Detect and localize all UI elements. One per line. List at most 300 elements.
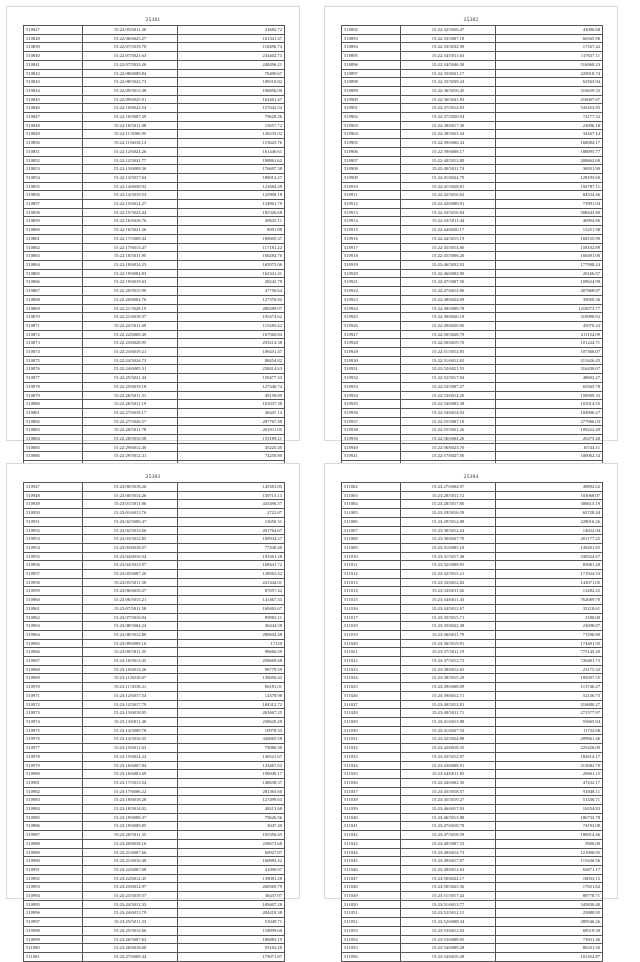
amount-cell: 74250.80	[178, 452, 285, 461]
table-row	[342, 408, 603, 417]
table-row	[342, 426, 603, 435]
amount-cell: 284418.38	[178, 909, 285, 918]
row-id-cell: 510868	[24, 295, 83, 304]
table-row	[24, 918, 285, 927]
page-title: 25381	[145, 17, 161, 23]
amount-cell: 188095.77	[496, 147, 603, 156]
table-row	[342, 918, 603, 927]
time-cell: 15:23:10/6013.26	[83, 665, 178, 674]
time-cell: 15:23:02/5000.47	[83, 517, 178, 526]
row-id-cell: 511002	[342, 483, 401, 492]
time-cell: 15:23:43/6008.91	[401, 761, 496, 770]
row-id-cell: 510873	[24, 339, 83, 348]
row-id-cell: 510912	[342, 200, 401, 209]
table-row	[342, 909, 603, 918]
amount-cell: 186883.19	[178, 935, 285, 944]
amount-cell: 338324.67	[496, 552, 603, 561]
time-cell: 15:23:35/6022.38	[401, 622, 496, 631]
row-id-cell: 510920	[342, 269, 401, 278]
time-cell: 15:23:40/5011.71	[401, 709, 496, 718]
amount-cell: 18033.15	[496, 874, 603, 883]
amount-cell: 195097.55	[496, 674, 603, 683]
row-id-cell: 510982	[24, 787, 83, 796]
row-id-cell: 510965	[24, 639, 83, 648]
table-row	[342, 735, 603, 744]
row-id-cell: 510903	[342, 121, 401, 130]
row-id-cell: 511007	[342, 526, 401, 535]
table-row	[342, 857, 603, 866]
page-title: 25382	[463, 17, 479, 23]
table-row	[24, 578, 285, 587]
time-cell: 15:22:55/5021.26	[401, 426, 496, 435]
amount-cell: 11732.68	[496, 726, 603, 735]
row-id-cell: 510910	[342, 182, 401, 191]
time-cell: 15:22:13/5017.64	[83, 173, 178, 182]
table-row	[342, 200, 603, 209]
time-cell: 15:23:44/6002.30	[401, 778, 496, 787]
row-id-cell: 510855	[24, 182, 83, 191]
time-cell: 15:23:15/6014.22	[83, 752, 178, 761]
row-id-cell: 510914	[342, 217, 401, 226]
table-row	[342, 761, 603, 770]
time-cell: 15:22:28/5016.58	[83, 435, 178, 444]
row-id-cell: 511032	[342, 744, 401, 753]
amount-cell: 60927.87	[178, 848, 285, 857]
table-row	[24, 822, 285, 831]
row-id-cell: 510960	[24, 596, 83, 605]
time-cell: 15:23:21/6010.48	[83, 857, 178, 866]
row-id-cell: 510998	[24, 926, 83, 935]
table-row	[342, 683, 603, 692]
amount-cell: 91848.11	[496, 787, 603, 796]
amount-cell: 48602.27	[496, 374, 603, 383]
time-cell: 15:23:34/5012.67	[401, 604, 496, 613]
row-id-cell: 510909	[342, 173, 401, 182]
table-row	[342, 374, 603, 383]
table-row	[24, 365, 285, 374]
time-cell: 15:22:44/5015.19	[401, 234, 496, 243]
time-cell: 15:23:23/6012.97	[83, 883, 178, 892]
table-row	[24, 509, 285, 518]
time-cell: 15:23:08/5012.80	[83, 630, 178, 639]
row-id-cell: 510851	[24, 147, 83, 156]
amount-cell: 228016.26	[496, 517, 603, 526]
row-id-cell: 510879	[24, 391, 83, 400]
row-id-cell: 511047	[342, 874, 401, 883]
table-row	[342, 848, 603, 857]
table-row	[342, 348, 603, 357]
table-row	[24, 648, 285, 657]
row-id-cell: 510849	[24, 130, 83, 139]
time-cell: 15:23:12/5017.79	[83, 700, 178, 709]
amount-cell: 103068.07	[496, 491, 603, 500]
row-id-cell: 510848	[24, 121, 83, 130]
time-cell: 15:23:22/6012.45	[83, 874, 178, 883]
amount-cell: 79626.56	[178, 813, 285, 822]
table-row	[24, 147, 285, 156]
amount-cell: 169465.67	[178, 604, 285, 613]
amount-cell: 15251.98	[496, 226, 603, 235]
amount-cell: 109222.49	[496, 426, 603, 435]
row-id-cell: 510853	[24, 165, 83, 174]
amount-cell: 115625.76	[178, 139, 285, 148]
time-cell: 15:22:48/6024.09	[401, 295, 496, 304]
time-cell: 15:22:39/6008.17	[401, 147, 496, 156]
time-cell: 15:23:20/5011.35	[83, 831, 178, 840]
time-cell: 15:23:39/6012.71	[401, 691, 496, 700]
table-row	[24, 500, 285, 509]
row-id-cell: 510901	[342, 104, 401, 113]
table-row	[342, 156, 603, 165]
table-row	[24, 717, 285, 726]
amount-cell: 234402.73	[178, 52, 285, 61]
time-cell: 15:23:45/5018.57	[401, 787, 496, 796]
row-id-cell: 511054	[342, 935, 401, 944]
amount-cell: 79628.26	[178, 113, 285, 122]
page-title: 25384	[463, 474, 479, 480]
amount-cell: 177908.24	[496, 260, 603, 269]
table-row	[342, 691, 603, 700]
row-id-cell: 510999	[24, 935, 83, 944]
time-cell: 15:23:52/5012.15	[401, 909, 496, 918]
row-id-cell: 510875	[24, 356, 83, 365]
amount-cell: 313082.70	[496, 761, 603, 770]
amount-cell: 51049.71	[178, 918, 285, 927]
time-cell: 15:22:28/5011.78	[83, 426, 178, 435]
row-id-cell: 510950	[24, 509, 83, 518]
time-cell: 15:22:11/6018.13	[83, 139, 178, 148]
time-cell: 15:22:26/5011.51	[83, 391, 178, 400]
amount-cell: 543453.95	[496, 104, 603, 113]
table-row	[342, 365, 603, 374]
row-id-cell: 510881	[24, 408, 83, 417]
row-id-cell: 511027	[342, 700, 401, 709]
amount-cell: 161446.61	[178, 147, 285, 156]
table-row	[24, 535, 285, 544]
row-id-cell: 511009	[342, 543, 401, 552]
row-id-cell: 511028	[342, 709, 401, 718]
time-cell: 15:22:29/6012.40	[83, 443, 178, 452]
row-id-cell: 510971	[24, 691, 83, 700]
amount-cell: 83681.28	[496, 561, 603, 570]
row-id-cell: 511010	[342, 552, 401, 561]
amount-cell: 105356.45	[178, 831, 285, 840]
time-cell: 15:22:42/5016.62	[401, 191, 496, 200]
row-id-cell: 510900	[342, 95, 401, 104]
time-cell: 15:23:31/6005.18	[401, 543, 496, 552]
row-id-cell: 511012	[342, 570, 401, 579]
amount-cell: 184312.72	[178, 700, 285, 709]
row-id-cell: 510956	[24, 561, 83, 570]
time-cell: 15:23:41/6027.33	[401, 726, 496, 735]
table-row	[342, 313, 603, 322]
time-cell: 15:22:52/5017.84	[401, 374, 496, 383]
time-cell: 15:22:33/5007.18	[401, 34, 496, 43]
time-cell: 15:22:37/5014.83	[401, 104, 496, 113]
amount-cell: 261911.05	[178, 426, 285, 435]
table-row	[24, 200, 285, 209]
table-row	[24, 883, 285, 892]
row-id-cell: 510932	[342, 374, 401, 383]
row-id-cell: 511017	[342, 613, 401, 622]
table-row	[342, 604, 603, 613]
time-cell: 15:22:46/5032.92	[401, 260, 496, 269]
table-row	[24, 95, 285, 104]
amount-cell: 143071.05	[496, 578, 603, 587]
amount-cell: 345830.40	[496, 900, 603, 909]
table-row	[342, 165, 603, 174]
table-row	[342, 113, 603, 122]
time-cell: 15:22:27/5026.57	[83, 417, 178, 426]
amount-cell: 51436.71	[496, 796, 603, 805]
time-cell: 15:23:01/5011.86	[83, 500, 178, 509]
time-cell: 15:22:10/5011.08	[83, 121, 178, 130]
time-cell: 15:23:17/6006.22	[83, 787, 178, 796]
time-cell: 15:23:11/5018.21	[83, 683, 178, 692]
time-cell: 15:23:16/6007.84	[83, 761, 178, 770]
time-cell: 15:22:25/6019.18	[83, 382, 178, 391]
table-row	[24, 726, 285, 735]
amount-cell: 186914.46	[496, 831, 603, 840]
table-row	[342, 173, 603, 182]
amount-cell: 263467.25	[178, 709, 285, 718]
table-row	[342, 182, 603, 191]
amount-cell: 1218573.77	[496, 304, 603, 313]
table-row	[24, 34, 285, 43]
amount-cell: 209961.46	[496, 735, 603, 744]
table-row	[24, 517, 285, 526]
amount-cell: 150713.13	[178, 491, 285, 500]
table-row	[24, 243, 285, 252]
time-cell: 15:23:28/5011.72	[401, 491, 496, 500]
amount-cell: 150477.33	[178, 374, 285, 383]
table-row	[342, 391, 603, 400]
table-row	[342, 839, 603, 848]
amount-cell: 121684.29	[178, 182, 285, 191]
table-row	[342, 665, 603, 674]
table-row	[342, 926, 603, 935]
amount-cell: 127346.74	[178, 382, 285, 391]
table-row	[24, 770, 285, 779]
time-cell: 15:23:06/6010.27	[83, 587, 178, 596]
time-cell: 15:22:51/5014.85	[401, 348, 496, 357]
time-cell: 15:23:51/6013.77	[401, 900, 496, 909]
table-row	[24, 857, 285, 866]
table-row	[342, 805, 603, 814]
amount-cell: 121696.95	[496, 848, 603, 857]
table-row	[24, 491, 285, 500]
table-row	[24, 26, 285, 35]
row-id-cell: 510938	[342, 426, 401, 435]
amount-cell: 216880.27	[496, 700, 603, 709]
time-cell: 15:23:29/5012.88	[401, 517, 496, 526]
table-row	[24, 552, 285, 561]
table-row	[342, 543, 603, 552]
amount-cell: 182614.17	[496, 752, 603, 761]
row-id-cell: 510979	[24, 761, 83, 770]
time-cell: 15:22:19/6004.83	[83, 269, 178, 278]
row-id-cell: 511042	[342, 831, 401, 840]
time-cell: 15:22:35/5039.24	[401, 78, 496, 87]
time-cell: 15:22:21/5028.19	[83, 304, 178, 313]
table-row	[24, 874, 285, 883]
time-cell: 15:22:18/6014.23	[83, 260, 178, 269]
page-1	[6, 6, 300, 459]
amount-cell: 115436.56	[496, 857, 603, 866]
row-id-cell: 510995	[24, 900, 83, 909]
row-id-cell: 510953	[24, 535, 83, 544]
row-id-cell: 511022	[342, 657, 401, 666]
amount-cell: 126535.02	[178, 130, 285, 139]
table-row	[24, 752, 285, 761]
time-cell: 15:23:48/6014.73	[401, 848, 496, 857]
table-row	[24, 665, 285, 674]
time-cell: 15:23:33/6012.82	[401, 578, 496, 587]
time-cell: 15:22:41/6024.79	[401, 173, 496, 182]
table-row	[24, 43, 285, 52]
table-row	[24, 813, 285, 822]
time-cell: 15:22:14/5019.53	[83, 191, 178, 200]
table-row	[342, 674, 603, 683]
amount-cell: 186733.78	[496, 813, 603, 822]
table-row	[24, 909, 285, 918]
row-id-cell: 511018	[342, 622, 401, 631]
table-row	[24, 944, 285, 953]
row-id-cell: 510952	[24, 526, 83, 535]
amount-cell: 162341.41	[178, 269, 285, 278]
table-row	[342, 883, 603, 892]
amount-cell: 46904.86	[496, 217, 603, 226]
table-row	[342, 596, 603, 605]
row-id-cell: 510978	[24, 752, 83, 761]
amount-cell: 100062.34	[496, 452, 603, 461]
table-row	[24, 217, 285, 226]
table-row	[342, 139, 603, 148]
amount-cell: 16744.11	[496, 443, 603, 452]
amount-cell: 34467.14	[496, 130, 603, 139]
amount-cell: 39050.36	[496, 295, 603, 304]
row-id-cell: 510844	[24, 86, 83, 95]
row-id-cell: 510931	[342, 365, 401, 374]
time-cell: 15:23:27/6004.97	[401, 483, 496, 492]
amount-cell: 20275.48	[496, 435, 603, 444]
time-cell: 15:22:55/5007.18	[401, 417, 496, 426]
amount-cell: 241344.01	[178, 578, 285, 587]
amount-cell: 107366.07	[496, 348, 603, 357]
table-row	[342, 43, 603, 52]
amount-cell: 68519.39	[496, 926, 603, 935]
table-row	[342, 613, 603, 622]
table-row	[24, 865, 285, 874]
table-row	[342, 709, 603, 718]
amount-cell: 208662.69	[496, 156, 603, 165]
row-id-cell: 510924	[342, 304, 401, 313]
row-id-cell: 510842	[24, 69, 83, 78]
amount-cell: 17120	[178, 639, 285, 648]
amount-cell: 281365.60	[178, 787, 285, 796]
amount-cell: 2722.87	[178, 509, 285, 518]
amount-cell: 127376.92	[178, 295, 285, 304]
row-id-cell: 510878	[24, 382, 83, 391]
table-row	[24, 935, 285, 944]
time-cell: 15:23:17/5013.54	[83, 778, 178, 787]
table-row	[342, 700, 603, 709]
row-id-cell: 510947	[24, 483, 83, 492]
time-cell: 15:22:38/5023.34	[401, 130, 496, 139]
row-id-cell: 511036	[342, 778, 401, 787]
time-cell: 15:23:52/6008.34	[401, 918, 496, 927]
table-row	[24, 113, 285, 122]
row-id-cell: 510870	[24, 313, 83, 322]
amount-cell: 8091.88	[178, 226, 285, 235]
row-id-cell: 510987	[24, 831, 83, 840]
row-id-cell: 510981	[24, 778, 83, 787]
data-table	[341, 482, 603, 962]
amount-cell: 128563.42	[178, 570, 285, 579]
table-row	[24, 691, 285, 700]
row-id-cell: 510904	[342, 130, 401, 139]
table-row	[24, 356, 285, 365]
row-id-cell: 510862	[24, 243, 83, 252]
table-row	[342, 339, 603, 348]
amount-cell: 407868.87	[496, 287, 603, 296]
table-row	[24, 313, 285, 322]
row-id-cell: 511015	[342, 596, 401, 605]
amount-cell: 48213.68	[178, 805, 285, 814]
row-id-cell: 511053	[342, 926, 401, 935]
row-id-cell: 510841	[24, 60, 83, 69]
amount-cell: 230673.68	[178, 839, 285, 848]
row-id-cell: 510959	[24, 587, 83, 596]
row-id-cell: 510872	[24, 330, 83, 339]
amount-cell: 193361.28	[178, 552, 285, 561]
table-row	[24, 104, 285, 113]
row-id-cell: 510917	[342, 243, 401, 252]
time-cell: 15:22:49/6020.18	[401, 313, 496, 322]
amount-cell: 96779.59	[178, 665, 285, 674]
row-id-cell: 510974	[24, 717, 83, 726]
amount-cell: 13482.25	[496, 587, 603, 596]
row-id-cell: 511005	[342, 509, 401, 518]
row-id-cell: 511037	[342, 787, 401, 796]
row-id-cell: 510973	[24, 709, 83, 718]
row-id-cell: 510986	[24, 822, 83, 831]
time-cell: 15:23:24/6013.79	[83, 909, 178, 918]
time-cell: 15:23:48/5007.23	[401, 839, 496, 848]
table-row	[342, 95, 603, 104]
time-cell: 15:23:30/5012.24	[401, 526, 496, 535]
table-row	[24, 156, 285, 165]
row-id-cell: 510867	[24, 287, 83, 296]
row-id-cell: 510927	[342, 330, 401, 339]
amount-cell: 77430.40	[178, 543, 285, 552]
amount-cell: 10978.33	[178, 726, 285, 735]
amount-cell: 726401.73	[496, 657, 603, 666]
amount-cell: 74177.32	[496, 113, 603, 122]
amount-cell: 225426.09	[496, 744, 603, 753]
time-cell: 15:22:23/6028.95	[83, 339, 178, 348]
row-id-cell: 510857	[24, 200, 83, 209]
time-cell: 15:22:24/5024.73	[83, 356, 178, 365]
time-cell: 15:23:47/5018.59	[401, 831, 496, 840]
time-cell: 15:23:36/5019.81	[401, 639, 496, 648]
table-row	[24, 173, 285, 182]
table-row	[342, 304, 603, 313]
row-id-cell: 510913	[342, 208, 401, 217]
time-cell: 15:22:50/5028.79	[401, 330, 496, 339]
amount-cell: 84534.46	[496, 191, 603, 200]
time-cell: 15:23:07/5016.94	[83, 613, 178, 622]
